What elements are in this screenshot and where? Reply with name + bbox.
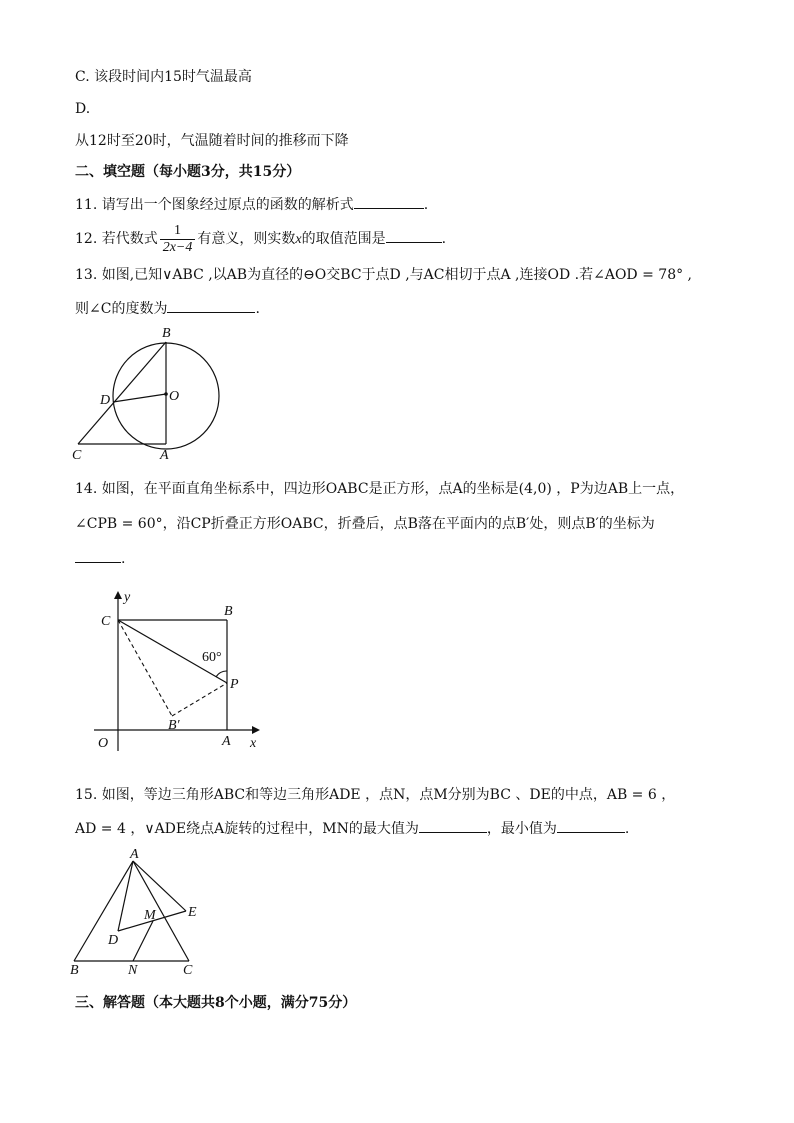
- question-13-end: .: [255, 301, 260, 317]
- question-12-end: .: [441, 231, 447, 247]
- option-d-label: D.: [75, 101, 91, 117]
- question-11-end: .: [423, 197, 429, 213]
- x-axis-arrow: [252, 726, 260, 734]
- question-11-text: 11. 请写出一个图象经过原点的函数的解析式: [75, 197, 354, 213]
- answer-blank-13: [167, 298, 255, 313]
- question-14-end: .: [121, 551, 126, 567]
- side-ae: [133, 861, 186, 911]
- answer-blank-11: [354, 194, 424, 209]
- question-13-line-1: 13. 如图,已知∨ABC ,以AB为直径的⊖O交BC于点D ,与AC相切于点A ,连接OD .若∠AOD = 78° ,: [75, 267, 692, 283]
- question-13-line-2-text: 则∠C的度数为: [75, 301, 168, 317]
- angle-arc: [216, 671, 227, 677]
- question-14-line-3: [75, 548, 125, 568]
- segment-od: [113, 394, 166, 402]
- label-a: A: [160, 448, 169, 463]
- side-ad: [118, 861, 133, 931]
- label-angle-60: 60°: [202, 650, 222, 665]
- segment-bc: [78, 342, 166, 444]
- y-axis-arrow: [114, 591, 122, 599]
- q14-figure: [88, 585, 278, 757]
- label-o: O: [169, 389, 180, 404]
- q15-figure: [64, 845, 214, 977]
- answer-blank-12: [386, 228, 442, 243]
- section-2-title: 二、填空题（每小题3分，共15分）: [75, 164, 301, 180]
- option-d-text: 从12时至20时，气温随着时间的推移而下降: [75, 133, 349, 149]
- answer-blank-15-min: [557, 818, 625, 833]
- label-x: x: [250, 736, 257, 751]
- question-15-line-1: 15. 如图，等边三角形ABC和等边三角形ADE ，点N，点M分别为BC 、DE的中点，AB = 6 ，: [75, 787, 676, 803]
- segment-mn: [133, 921, 153, 961]
- label-b: B: [70, 963, 79, 977]
- label-c: C: [183, 963, 193, 977]
- question-11: [75, 194, 428, 214]
- label-m: M: [144, 908, 156, 923]
- question-15-line-2-pre: AD = 4 ，∨ADE绕点A旋转的过程中，MN的最大值为: [75, 821, 419, 837]
- label-c: C: [101, 614, 111, 629]
- segment-b-prime-p: [172, 683, 227, 716]
- question-14-line-1: 14. 如图，在平面直角坐标系中，四边形OABC是正方形，点A的坐标是(4,0) ，P为边AB上一点，: [75, 481, 685, 497]
- question-15-line-2: [75, 818, 629, 838]
- label-e: E: [188, 905, 197, 920]
- label-b-prime: B′: [168, 718, 180, 733]
- label-d: D: [100, 393, 111, 408]
- question-12: [75, 222, 446, 257]
- label-c: C: [72, 448, 82, 463]
- label-o: O: [98, 736, 109, 751]
- side-ab: [74, 861, 133, 961]
- label-p: P: [230, 677, 239, 692]
- question-15-end: .: [624, 821, 630, 837]
- answer-blank-14: [75, 548, 121, 563]
- label-d: D: [108, 933, 119, 948]
- center-point: [164, 392, 168, 396]
- question-13-line-2: [75, 298, 260, 318]
- question-12-mid: 有意义，则实数: [197, 231, 296, 247]
- label-n: N: [128, 963, 138, 977]
- label-a: A: [222, 734, 231, 749]
- section-3-title: 三、解答题（本大题共8个小题，满分75分）: [75, 995, 357, 1011]
- label-a: A: [130, 847, 139, 862]
- question-12-post: 的取值范围是: [301, 231, 386, 247]
- option-c: C. 该段时间内15时气温最高: [75, 69, 252, 85]
- variable-x: x: [295, 232, 302, 247]
- question-14-line-2: ∠CPB = 60°，沿CP折叠正方形OABC，折叠后，点B落在平面内的点B′处，则点B′的坐标为: [75, 516, 655, 532]
- question-15-line-2-mid: ，最小值为: [486, 821, 557, 837]
- side-ac: [133, 861, 189, 961]
- label-b: B: [224, 604, 233, 619]
- fraction-denominator: 2x−4: [162, 239, 193, 255]
- answer-blank-15-max: [419, 818, 487, 833]
- label-b: B: [162, 326, 171, 341]
- segment-cb-prime: [118, 620, 172, 716]
- label-y: y: [124, 590, 131, 605]
- fraction: [160, 223, 196, 256]
- q13-figure: [68, 320, 228, 465]
- question-12-pre: 12. 若代数式: [75, 231, 158, 247]
- fraction-numerator: 1: [160, 223, 196, 240]
